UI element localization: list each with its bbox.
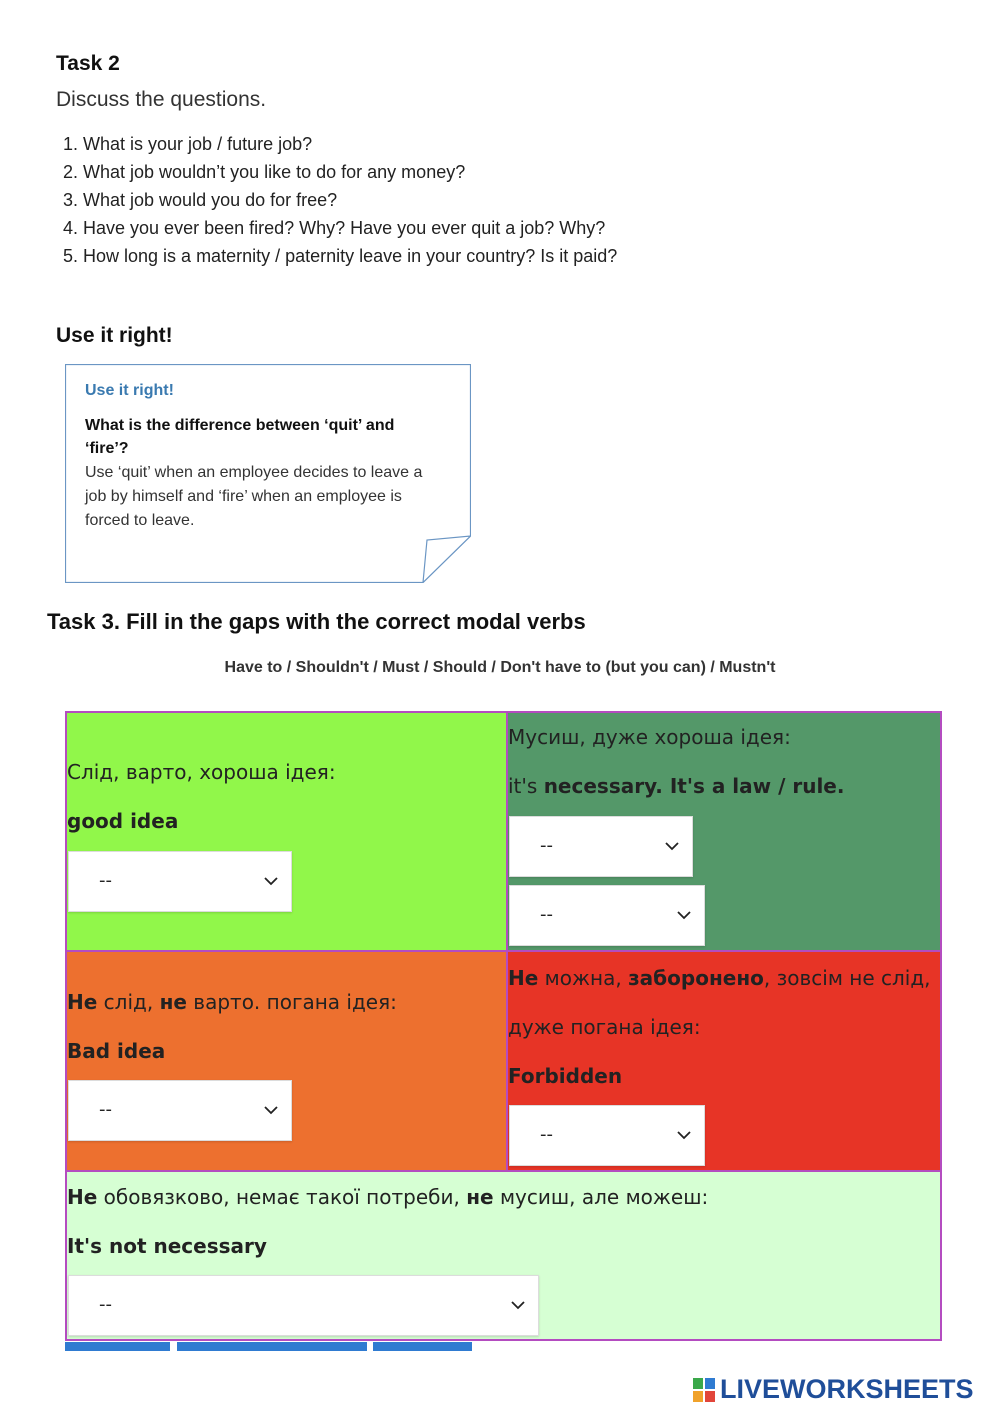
forbidden-description	[508, 966, 931, 990]
note-question: What is the difference between ‘quit’ and ‘fire’?	[85, 417, 395, 457]
text-fragment: , зовсім не слід,	[763, 966, 931, 990]
bad-idea-label: Bad idea	[67, 1039, 166, 1063]
question-item: 3. What job would you do for free?	[63, 190, 338, 210]
select-value: --	[99, 1294, 112, 1315]
task2-subtitle: Discuss the questions.	[56, 88, 267, 111]
good-idea-description: Слід, варто, хороша ідея:	[67, 760, 336, 784]
necessary-select-2[interactable]	[509, 885, 705, 946]
bold-word: Не	[67, 1185, 98, 1209]
select-value: --	[540, 835, 553, 856]
select-value: --	[99, 870, 112, 891]
question-list	[63, 130, 617, 270]
liveworksheets-logo-icon	[692, 1375, 718, 1405]
bold-word: не	[159, 990, 187, 1014]
chevron-down-icon	[674, 905, 694, 925]
forbidden-label: Forbidden	[508, 1064, 623, 1088]
good-idea-select[interactable]	[68, 851, 292, 912]
necessary-label	[508, 774, 844, 798]
bold-word: Не	[67, 990, 98, 1014]
hidden-button-1[interactable]	[65, 1342, 170, 1351]
good-idea-cell	[67, 713, 508, 952]
select-value: --	[540, 904, 553, 925]
bold-word: Не	[508, 966, 539, 990]
bold-word: не	[466, 1185, 494, 1209]
select-value: --	[99, 1099, 112, 1120]
necessary-cell	[508, 713, 940, 952]
chevron-down-icon	[508, 1295, 528, 1315]
hidden-button-3[interactable]	[373, 1342, 472, 1351]
question-item: 1. What is your job / future job?	[63, 134, 313, 154]
chevron-down-icon	[662, 836, 682, 856]
good-idea-label: good idea	[67, 809, 179, 833]
chevron-down-icon	[261, 871, 281, 891]
forbidden-cell	[508, 952, 940, 1172]
text-fragment: обовязково, немає такої потреби,	[97, 1185, 467, 1209]
modal-options: Have to / Shouldn't / Must / Should / Don't have to (but you can) / Mustn't	[224, 659, 776, 676]
task3-title: Task 3. Fill in the gaps with the correct modal verbs	[47, 609, 586, 634]
select-value: --	[540, 1124, 553, 1145]
bad-idea-cell	[67, 952, 508, 1172]
modal-verbs-grid	[65, 711, 942, 1341]
forbidden-select[interactable]	[509, 1105, 705, 1166]
bold-word: заборонено	[628, 966, 764, 990]
question-item: 2. What job wouldn’t you like to do for any money?	[63, 162, 466, 182]
bad-idea-description	[67, 990, 397, 1014]
note-body: Use ‘quit’ when an employee decides to leave a job by himself and ‘fire’ when an employee is forced to leave.	[85, 464, 423, 529]
hidden-button-2[interactable]	[177, 1342, 367, 1351]
not-necessary-label: It's not necessary	[67, 1234, 267, 1258]
chevron-down-icon	[674, 1125, 694, 1145]
necessary-label-prefix: it's	[508, 774, 544, 798]
question-item: 5. How long is a maternity / paternity leave in your country? Is it paid?	[63, 246, 618, 266]
necessary-select-1[interactable]	[509, 816, 693, 877]
bad-idea-select[interactable]	[68, 1080, 292, 1141]
text-fragment: слід,	[97, 990, 160, 1014]
not-necessary-description	[67, 1185, 708, 1209]
question-item: 4. Have you ever been fired? Why? Have you ever quit a job? Why?	[63, 218, 606, 238]
necessary-label-bold: necessary. It's a law / rule.	[543, 774, 845, 798]
forbidden-description-2: дуже погана ідея:	[508, 1015, 701, 1039]
text-fragment: можна,	[538, 966, 629, 990]
liveworksheets-brand: LIVEWORKSHEETS	[720, 1374, 974, 1404]
chevron-down-icon	[261, 1100, 281, 1120]
not-necessary-cell	[67, 1172, 940, 1339]
note-title: Use it right!	[85, 382, 174, 399]
not-necessary-select[interactable]	[68, 1275, 539, 1336]
use-it-right-title: Use it right!	[56, 324, 173, 347]
necessary-description: Мусиш, дуже хороша ідея:	[508, 725, 791, 749]
text-fragment: мусиш, але можеш:	[493, 1185, 709, 1209]
task2-title: Task 2	[56, 52, 120, 75]
text-fragment: варто. погана ідея:	[186, 990, 397, 1014]
use-it-right-note	[65, 364, 471, 583]
